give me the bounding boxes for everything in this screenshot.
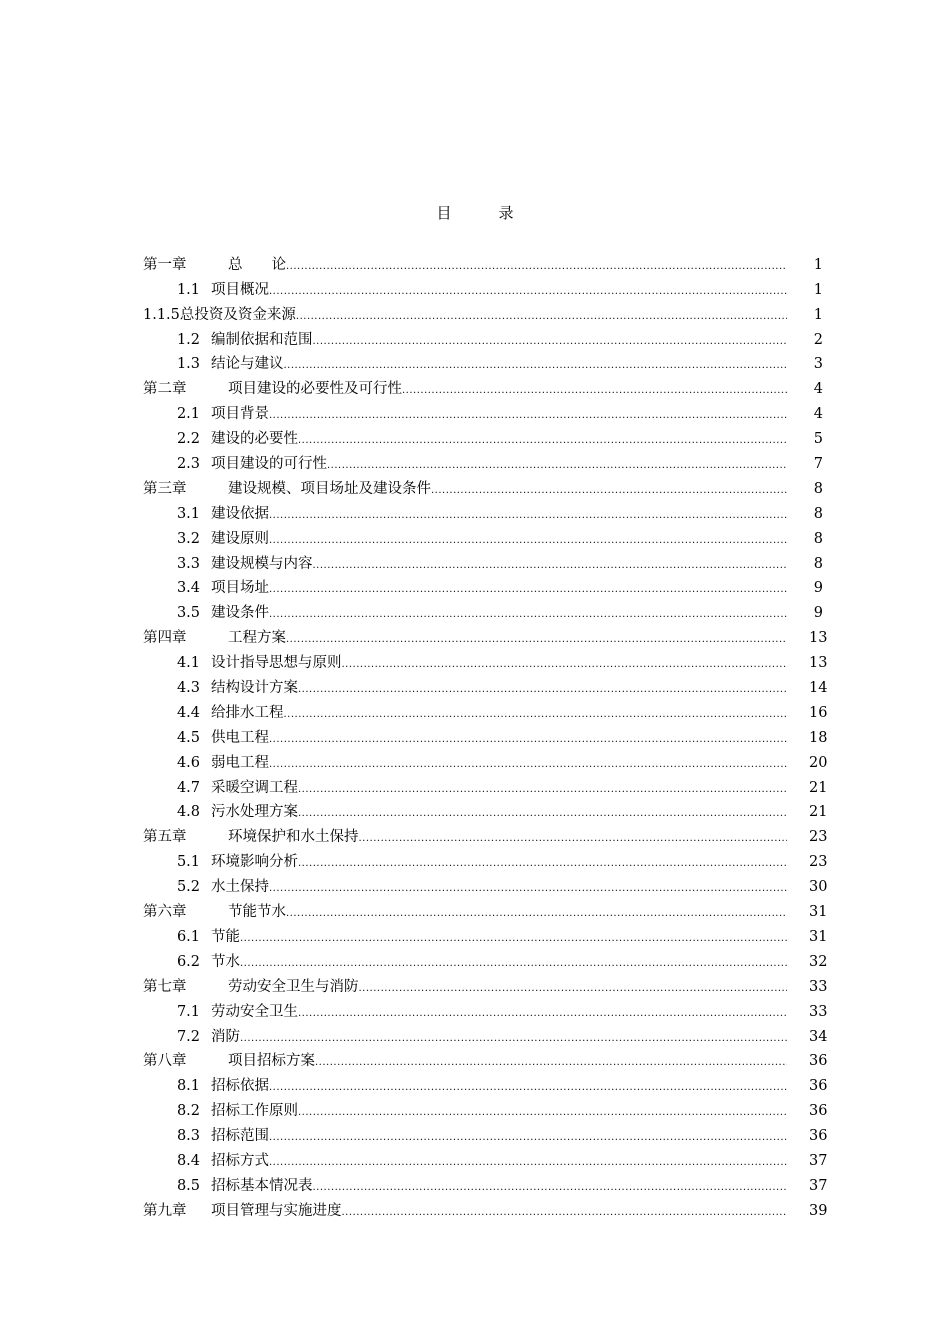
toc-entry-heading — [143, 876, 269, 898]
toc-entry[interactable] — [143, 1147, 828, 1172]
toc-entry-label: 项目建设的必要性及可行性 — [228, 381, 402, 398]
toc-entry-heading — [143, 851, 298, 873]
toc-entry-number: 第六章 — [143, 904, 187, 921]
dot-leader — [284, 706, 788, 724]
toc-entry-number: 第七章 — [143, 978, 187, 995]
toc-entry[interactable] — [143, 575, 828, 600]
toc-entry-page-number: 32 — [809, 953, 828, 970]
dot-leader — [298, 1104, 787, 1122]
dot-leader — [269, 731, 787, 749]
toc-entry-number: 7.1 — [176, 1003, 200, 1020]
dot-leader — [286, 631, 787, 649]
toc-entry-heading — [143, 652, 342, 674]
toc-entry-number: 2.2 — [176, 431, 200, 448]
toc-entry-number: 3.3 — [176, 555, 200, 572]
toc-entry[interactable] — [143, 550, 828, 575]
toc-entry-label: 节水 — [211, 953, 240, 970]
toc-entry-label: 环境保护和水土保持 — [228, 829, 359, 846]
toc-entry-label: 1.1.5总投资及资金来源 — [143, 306, 296, 323]
toc-entry-heading — [143, 577, 269, 599]
toc-entry-label: 建设的必要性 — [211, 431, 298, 448]
dot-leader — [296, 308, 787, 326]
toc-entry-page-number: 20 — [809, 754, 828, 771]
toc-entry[interactable] — [143, 251, 828, 276]
toc-entry-heading — [143, 1150, 269, 1172]
toc-entry-page-number: 21 — [809, 804, 828, 821]
toc-entry-number: 第五章 — [143, 829, 187, 846]
toc-entry-label: 采暖空调工程 — [211, 779, 298, 796]
toc-entry[interactable] — [143, 1048, 828, 1073]
toc-title: 目 录 — [436, 204, 530, 222]
toc-entry-heading — [143, 378, 402, 400]
toc-entry[interactable] — [143, 749, 828, 774]
dot-leader — [298, 432, 787, 450]
toc-entry-heading — [143, 727, 269, 749]
toc-entry-number: 4.4 — [176, 704, 200, 721]
dot-leader — [284, 357, 788, 375]
toc-entry-label: 建设条件 — [211, 605, 269, 622]
toc-entry-heading — [143, 1100, 298, 1122]
toc-entry-page-number: 36 — [809, 1053, 828, 1070]
toc-entry[interactable] — [143, 500, 828, 525]
dot-leader — [298, 805, 787, 823]
toc-entry[interactable] — [143, 276, 828, 301]
toc-entry-number: 8.5 — [176, 1177, 200, 1194]
toc-entry-page-number: 18 — [809, 729, 828, 746]
toc-entry-label: 项目建设的可行性 — [211, 456, 327, 473]
toc-entry-label: 结论与建议 — [211, 356, 284, 373]
toc-entry-page-number: 36 — [809, 1128, 828, 1145]
dot-leader — [269, 1129, 787, 1147]
toc-entry-heading — [143, 1050, 315, 1072]
toc-entry[interactable] — [143, 898, 828, 923]
dot-leader — [298, 681, 787, 699]
toc-entry[interactable] — [143, 351, 828, 376]
toc-entry[interactable] — [143, 375, 828, 400]
toc-entry-page-number: 30 — [809, 879, 828, 896]
toc-entry-label: 给排水工程 — [211, 704, 284, 721]
toc-entry-number: 第四章 — [143, 630, 187, 647]
toc-entry-page-number: 37 — [809, 1177, 828, 1194]
toc-entry-heading — [143, 503, 269, 525]
toc-entry-number: 4.3 — [176, 680, 200, 697]
toc-entry-label: 招标方式 — [211, 1152, 269, 1169]
toc-entry-number: 第九章 — [143, 1202, 187, 1219]
toc-entry-number: 4.1 — [176, 655, 200, 672]
toc-entry-heading — [143, 677, 298, 699]
toc-entry-heading — [143, 553, 313, 575]
toc-entry-heading — [143, 428, 298, 450]
toc-entry-number: 第八章 — [143, 1053, 187, 1070]
dot-leader — [269, 532, 787, 550]
toc-entry-page-number: 1 — [813, 281, 823, 298]
toc-entry-label: 供电工程 — [211, 729, 269, 746]
dot-leader — [342, 656, 788, 674]
toc-entry-label: 招标范围 — [211, 1128, 269, 1145]
toc-entry-label: 总 论 — [228, 256, 286, 273]
toc-entry-page-number: 31 — [809, 928, 828, 945]
toc-entry-heading — [143, 478, 431, 500]
toc-entry[interactable] — [143, 823, 828, 848]
toc-entry-number: 3.4 — [176, 580, 200, 597]
toc-entry-heading — [143, 976, 359, 998]
toc-entry-label: 建设规模与内容 — [211, 555, 313, 572]
toc-entry-number: 3.1 — [176, 505, 200, 522]
toc-entry-page-number: 16 — [809, 704, 828, 721]
toc-entry[interactable] — [143, 400, 828, 425]
dot-leader — [269, 283, 787, 301]
toc-entry-page-number: 13 — [809, 630, 828, 647]
toc-entry-label: 建设原则 — [211, 530, 269, 547]
toc-entry-heading — [143, 353, 284, 375]
toc-entry[interactable] — [143, 624, 828, 649]
toc-entry-number: 1.1 — [176, 281, 200, 298]
toc-entry-heading — [143, 254, 286, 276]
toc-entry[interactable] — [143, 674, 828, 699]
toc-entry-heading — [143, 453, 327, 475]
toc-entry-number: 第二章 — [143, 381, 187, 398]
toc-entry-label: 弱电工程 — [211, 754, 269, 771]
toc-entry-page-number: 34 — [809, 1028, 828, 1045]
dot-leader — [298, 781, 787, 799]
toc-entry-heading — [143, 1125, 269, 1147]
toc-entry-page-number: 1 — [813, 256, 823, 273]
toc-entry-page-number: 2 — [813, 331, 823, 348]
dot-leader — [269, 880, 787, 898]
toc-entry-label: 项目概况 — [211, 281, 269, 298]
toc-entry-number: 第三章 — [143, 480, 187, 497]
toc-entry-number: 8.1 — [176, 1078, 200, 1095]
toc-entry-number: 8.2 — [176, 1103, 200, 1120]
toc-entry-heading — [143, 702, 284, 724]
dot-leader — [298, 855, 787, 873]
toc-entry-heading — [143, 1026, 240, 1048]
toc-entry-number: 第一章 — [143, 256, 187, 273]
toc-entry-label: 招标依据 — [211, 1078, 269, 1095]
toc-entry-label: 消防 — [211, 1028, 240, 1045]
toc-entry-page-number: 3 — [813, 356, 823, 373]
toc-entry-number: 4.8 — [176, 804, 200, 821]
toc-entry-label: 项目场址 — [211, 580, 269, 597]
dot-leader — [269, 606, 787, 624]
toc-entry-page-number: 9 — [813, 605, 823, 622]
toc-entry-number: 5.2 — [176, 879, 200, 896]
toc-entry-page-number: 5 — [813, 431, 823, 448]
toc-entry-label: 项目管理与实施进度 — [211, 1202, 342, 1219]
toc-entry[interactable] — [143, 301, 828, 326]
toc-entry-page-number: 36 — [809, 1103, 828, 1120]
toc-entry-label: 水土保持 — [211, 879, 269, 896]
toc-entry-label: 结构设计方案 — [211, 680, 298, 697]
toc-entry-label: 环境影响分析 — [211, 854, 298, 871]
toc-entry[interactable] — [143, 1122, 828, 1147]
toc-entry-page-number: 33 — [809, 1003, 828, 1020]
toc-entry-heading — [143, 801, 298, 823]
toc-entry[interactable] — [143, 724, 828, 749]
toc-entry-heading — [143, 826, 359, 848]
toc-entry-page-number: 31 — [809, 904, 828, 921]
toc-entry-page-number: 8 — [813, 555, 823, 572]
dot-leader — [431, 482, 787, 500]
toc-entry-heading — [143, 1175, 313, 1197]
dot-leader — [269, 1079, 787, 1097]
toc-entry-page-number: 23 — [809, 829, 828, 846]
toc-entry-label: 建设依据 — [211, 505, 269, 522]
toc-entry[interactable] — [143, 873, 828, 898]
dot-leader — [240, 955, 787, 973]
toc-entry-number: 7.2 — [176, 1028, 200, 1045]
toc-entry-heading — [143, 528, 269, 550]
toc-entry-page-number: 8 — [813, 480, 823, 497]
toc-entry[interactable] — [143, 475, 828, 500]
toc-entry-page-number: 7 — [813, 456, 823, 473]
toc-entry-page-number: 4 — [813, 381, 823, 398]
toc-entry[interactable] — [143, 450, 828, 475]
toc-entry-heading — [143, 304, 296, 326]
toc-entry-number: 2.1 — [176, 406, 200, 423]
dot-leader — [313, 557, 788, 575]
toc-entry[interactable] — [143, 848, 828, 873]
toc-entry-number: 1.3 — [176, 356, 200, 373]
toc-entry-label: 设计指导思想与原则 — [211, 655, 342, 672]
dot-leader — [402, 382, 787, 400]
toc-entry-page-number: 4 — [813, 406, 823, 423]
toc-entry[interactable] — [143, 1197, 828, 1222]
toc-entry-label: 劳动安全卫生 — [211, 1003, 298, 1020]
toc-entry-heading — [143, 602, 269, 624]
toc-entry-heading — [143, 627, 286, 649]
toc-entry-page-number: 1 — [813, 306, 823, 323]
toc-entry-page-number: 36 — [809, 1078, 828, 1095]
dot-leader — [315, 1054, 787, 1072]
toc-entry-number: 4.5 — [176, 729, 200, 746]
dot-leader — [359, 830, 788, 848]
dot-leader — [342, 1204, 788, 1222]
toc-entry-label: 招标基本情况表 — [211, 1177, 313, 1194]
toc-entry-page-number: 23 — [809, 854, 828, 871]
toc-entry-label: 项目背景 — [211, 406, 269, 423]
toc-entry-heading — [143, 329, 313, 351]
toc-entry-number: 6.2 — [176, 953, 200, 970]
toc-entry-label: 招标工作原则 — [211, 1103, 298, 1120]
toc-entry[interactable] — [143, 998, 828, 1023]
toc-entry-heading — [143, 279, 269, 301]
toc-entry-number: 8.3 — [176, 1128, 200, 1145]
toc-entry-label: 节能节水 — [228, 904, 286, 921]
dot-leader — [298, 1005, 787, 1023]
toc-entry-number: 8.4 — [176, 1152, 200, 1169]
toc-entry-page-number: 33 — [809, 978, 828, 995]
toc-entry-heading — [143, 1001, 298, 1023]
toc-entry[interactable] — [143, 799, 828, 824]
toc-entry-label: 编制依据和范围 — [211, 331, 313, 348]
toc-entry[interactable] — [143, 1097, 828, 1122]
toc-entry[interactable] — [143, 525, 828, 550]
toc-entry-page-number: 8 — [813, 505, 823, 522]
toc-entry[interactable] — [143, 1172, 828, 1197]
table-of-contents — [143, 251, 828, 1222]
toc-entry[interactable] — [143, 774, 828, 799]
toc-entry-number: 4.7 — [176, 779, 200, 796]
toc-entry-label: 节能 — [211, 928, 240, 945]
toc-entry-number: 3.5 — [176, 605, 200, 622]
toc-entry[interactable] — [143, 948, 828, 973]
dot-leader — [359, 980, 788, 998]
toc-entry-label: 劳动安全卫生与消防 — [228, 978, 359, 995]
toc-entry-heading — [143, 403, 269, 425]
toc-entry-page-number: 13 — [809, 655, 828, 672]
toc-entry[interactable] — [143, 973, 828, 998]
dot-leader — [269, 1154, 787, 1172]
dot-leader — [269, 407, 787, 425]
toc-entry-heading — [143, 1200, 342, 1222]
toc-entry-heading — [143, 901, 286, 923]
toc-entry-number: 3.2 — [176, 530, 200, 547]
toc-entry-heading — [143, 1075, 269, 1097]
toc-entry-page-number: 21 — [809, 779, 828, 796]
toc-entry[interactable] — [143, 1072, 828, 1097]
dot-leader — [269, 756, 787, 774]
dot-leader — [269, 581, 787, 599]
toc-entry-page-number: 37 — [809, 1152, 828, 1169]
dot-leader — [286, 905, 787, 923]
dot-leader — [327, 457, 787, 475]
dot-leader — [240, 1030, 787, 1048]
toc-entry-label: 建设规模、项目场址及建设条件 — [228, 480, 431, 497]
dot-leader — [240, 930, 787, 948]
toc-entry[interactable] — [143, 425, 828, 450]
toc-entry[interactable] — [143, 1023, 828, 1048]
toc-entry[interactable] — [143, 599, 828, 624]
dot-leader — [269, 507, 787, 525]
dot-leader — [286, 258, 787, 276]
toc-entry-heading — [143, 926, 240, 948]
toc-entry-page-number: 8 — [813, 530, 823, 547]
toc-entry-number: 4.6 — [176, 754, 200, 771]
toc-entry-label: 污水处理方案 — [211, 804, 298, 821]
dot-leader — [313, 1179, 788, 1197]
toc-entry-page-number: 39 — [809, 1202, 828, 1219]
toc-entry[interactable] — [143, 923, 828, 948]
toc-entry-number: 1.2 — [176, 331, 200, 348]
toc-entry[interactable] — [143, 649, 828, 674]
toc-entry-heading — [143, 951, 240, 973]
toc-entry-page-number: 14 — [809, 680, 828, 697]
toc-entry-label: 项目招标方案 — [228, 1053, 315, 1070]
toc-entry-number: 6.1 — [176, 928, 200, 945]
toc-entry-page-number: 9 — [813, 580, 823, 597]
toc-entry[interactable] — [143, 699, 828, 724]
toc-entry-number: 2.3 — [176, 456, 200, 473]
toc-entry-heading — [143, 777, 298, 799]
toc-entry[interactable] — [143, 326, 828, 351]
toc-entry-label: 工程方案 — [228, 630, 286, 647]
toc-entry-heading — [143, 752, 269, 774]
dot-leader — [313, 333, 788, 351]
toc-entry-number: 5.1 — [176, 854, 200, 871]
